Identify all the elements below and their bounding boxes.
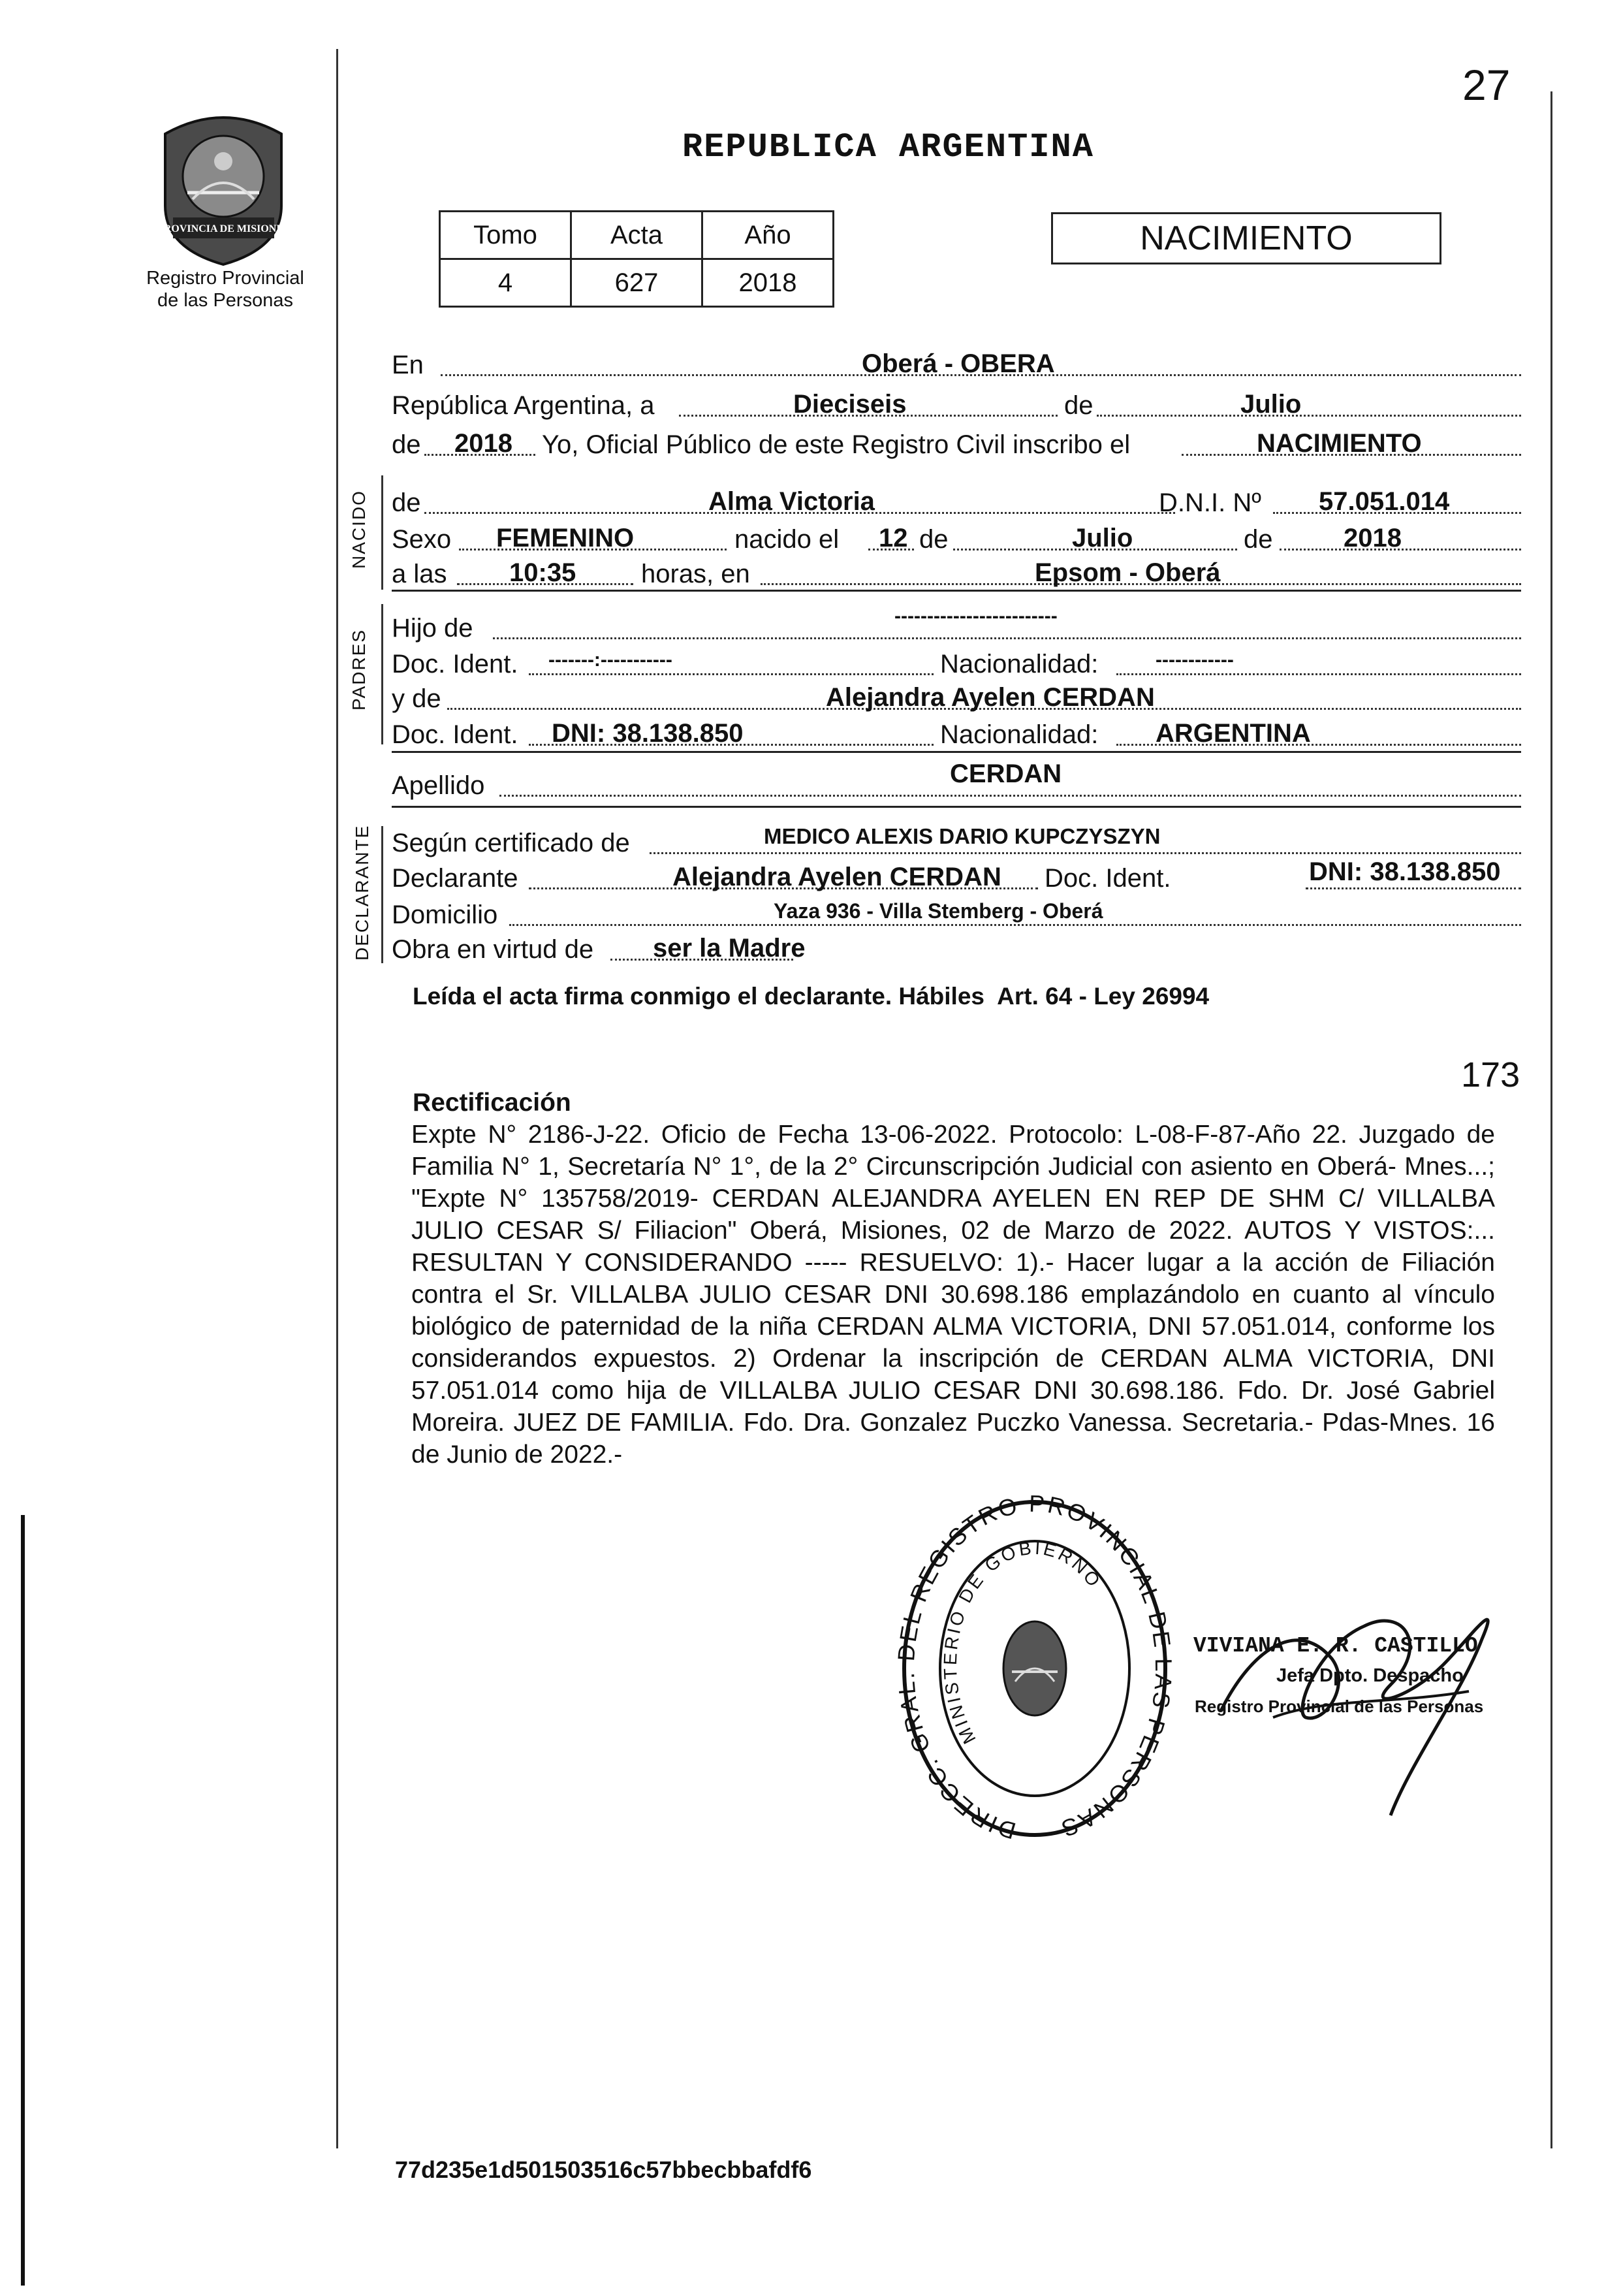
label-de: de [392, 430, 421, 459]
label-doc-ident: Doc. Ident. [392, 720, 518, 749]
signer-name: VIVIANA E. R. CASTILLO [1193, 1634, 1478, 1658]
value-madre-nacionalidad: ARGENTINA [1156, 719, 1311, 748]
value-apellido: CERDAN [950, 759, 1062, 788]
label-dni: D.N.I. Nº [1159, 488, 1261, 517]
table-header-anio: Año [702, 212, 834, 259]
section-divider [392, 751, 1521, 753]
dots [493, 637, 1521, 639]
label-republica: República Argentina, a [392, 391, 655, 420]
label-nacido-el: nacido el [734, 525, 840, 554]
row-padre-doc [392, 646, 1521, 680]
label-declarante: Declarante [392, 864, 518, 893]
value-madre-doc: DNI: 38.138.850 [552, 719, 744, 748]
label-doc-ident: Doc. Ident. [392, 650, 518, 678]
value-dia: Dieciseis [793, 390, 907, 419]
row-hijo-de [392, 605, 1521, 645]
row-hora [392, 556, 1521, 590]
rectificacion-title: Rectificación [413, 1089, 571, 1117]
logo-text: PROVINCIA DE MISIONES [157, 223, 289, 234]
label-de: de [1064, 391, 1094, 420]
row-nombre [392, 485, 1521, 519]
registry-name-line1: Registro Provincial [146, 268, 304, 289]
label-a-las: a las [392, 560, 447, 588]
row-declarante [392, 857, 1521, 895]
row-obra [392, 932, 1521, 966]
official-seal [894, 1495, 1175, 1848]
dots [509, 924, 1521, 926]
table-value-anio: 2018 [702, 259, 834, 307]
value-padre-doc: -------:----------- [548, 649, 672, 671]
row-madre [392, 681, 1521, 715]
value-domicilio: Yaza 936 - Villa Stemberg - Oberá [774, 899, 1103, 923]
dots [1116, 673, 1521, 675]
section-label-declarante: DECLARANTE [352, 824, 372, 961]
label-y-de: y de [392, 684, 441, 713]
row-apellido [392, 759, 1521, 802]
label-horas-en: horas, en [641, 560, 750, 588]
section-bar-nacido [381, 475, 383, 590]
dots [499, 795, 1521, 797]
signer-org: Registro Provincial de las Personas [1195, 1697, 1484, 1716]
label-domicilio: Domicilio [392, 901, 498, 929]
label-nacionalidad: Nacionalidad: [940, 720, 1099, 749]
rectificacion-text: Expte N° 2186-J-22. Oficio de Fecha 13-06-2022. Protocolo: L-08-F-87-Año 22. Juzgado de Familia N° 1, Secretaría N° 1°, de la 2° Circunscripción Judicial con asiento en Oberá- Mnes...; "Expte N° 135758/2019- CERDAN ALEJANDRA AYELEN EN REP DE SHM C/ VILLALBA JULIO CESAR S/ Filiacion" Oberá, Misiones, 02 de Marzo de 2022. AUTOS Y VISTOS:... RESULTAN Y CONSIDERANDO ----- RESUELVO: 1).- Hacer lugar a la acción de Filiación contra el Sr. VILLALBA JULIO CESAR DNI 30.698.186 emplazándolo en cuanto al vínculo biológico de paternidad de la niña CERDAN ALMA VICTORIA, DNI 57.051.014, conforme los considerandos expuestos. 2) Ordenar la inscripción de CERDAN ALMA VICTORIA, DNI 57.051.014 como hija de VILLALBA JULIO CESAR DNI 30.698.186. Fdo. Dr. José Gabriel Moreira. JUEZ DE FAMILIA. Fdo. Dra. Gonzalez Puczko Vanessa. Secretaria.- Pdas-Mnes. 16 de Junio de 2022.- [411, 1121, 1495, 1469]
section-bar-declarante [381, 826, 383, 963]
value-nombre: Alma Victoria [708, 487, 875, 516]
value-mes: Julio [1240, 390, 1302, 419]
label-de: de [919, 525, 949, 554]
value-madre: Alejandra Ayelen CERDAN [826, 683, 1155, 712]
closing-text: Leída el acta firma conmigo el declarante. Hábiles Art. 64 - Ley 26994 [413, 983, 1210, 1010]
table-header-acta: Acta [571, 212, 702, 259]
label-en: En [392, 351, 424, 379]
value-declarante-doc: DNI: 38.138.850 [1309, 857, 1501, 886]
value-inscribo: NACIMIENTO [1257, 429, 1422, 458]
row-certificado [392, 825, 1521, 859]
value-declarante: Alejandra Ayelen CERDAN [672, 863, 1001, 891]
value-sexo: FEMENINO [496, 524, 635, 552]
page-number: 27 [1462, 61, 1511, 109]
dots [1097, 415, 1521, 417]
row-en [392, 347, 1521, 381]
value-dni: 57.051.014 [1319, 487, 1450, 516]
acta-type-box: NACIMIENTO [1051, 212, 1441, 264]
section-label-nacido: NACIDO [349, 490, 369, 569]
left-margin-line [336, 49, 338, 2148]
row-madre-doc [392, 717, 1521, 751]
registry-name-line2: de las Personas [157, 290, 293, 311]
seal-inner-text: MINISTERIO DE GOBIERNO [939, 1537, 1106, 1747]
label-sexo: Sexo [392, 525, 452, 554]
label-oficial: Yo, Oficial Público de este Registro Civil inscribo el [542, 430, 1131, 459]
label-nacionalidad: Nacionalidad: [940, 650, 1099, 678]
signer-role: Jefa Dpto. Despacho [1276, 1665, 1464, 1686]
row-sexo [392, 522, 1521, 556]
right-margin-line [1550, 91, 1552, 2148]
value-padre-nacionalidad: ------------ [1156, 649, 1234, 671]
label-certificado: Según certificado de [392, 829, 630, 857]
section-label-padres: PADRES [349, 628, 369, 710]
section-bar-padres [381, 604, 383, 744]
row-anio [392, 427, 1521, 461]
section-divider [392, 806, 1521, 808]
dots [529, 673, 934, 675]
label-apellido: Apellido [392, 771, 485, 800]
table-value-acta: 627 [571, 259, 702, 307]
value-obra: ser la Madre [653, 934, 806, 963]
label-doc-ident: Doc. Ident. [1045, 864, 1171, 893]
dots [650, 852, 1521, 854]
left-edge-mark [21, 1515, 25, 2286]
label-hijo-de: Hijo de [392, 614, 473, 643]
province-logo [147, 108, 300, 268]
table-header-tomo: Tomo [440, 212, 571, 259]
seal-outer-text: DIRECC. GRAL. DEL REGISTRO PROVINCIAL DE LAS PERSONAS [894, 1495, 1175, 1845]
value-anio: 2018 [454, 429, 512, 458]
label-obra: Obra en virtud de [392, 935, 594, 964]
value-mes-nacimiento: Julio [1072, 524, 1133, 552]
country-title: REPUBLICA ARGENTINA [682, 128, 1094, 167]
row-domicilio [392, 897, 1521, 931]
row-republica [392, 388, 1521, 422]
value-dia-nacimiento: 12 [879, 524, 908, 552]
acta-table [439, 210, 834, 308]
value-lugar-nacimiento: Epsom - Oberá [1035, 558, 1221, 587]
rectificacion-number: 173 [1461, 1055, 1520, 1094]
value-certificado: MEDICO ALEXIS DARIO KUPCZYSZYN [764, 824, 1161, 848]
section-divider [392, 590, 1521, 592]
table-value-tomo: 4 [440, 259, 571, 307]
value-anio-nacimiento: 2018 [1344, 524, 1402, 552]
document-hash: 77d235e1d501503516c57bbecbbafdf6 [395, 2156, 812, 2183]
label-de: de [392, 488, 421, 517]
value-hora: 10:35 [509, 558, 576, 587]
value-padre: ------------------------- [894, 605, 1058, 627]
label-de: de [1244, 525, 1273, 554]
dots [1306, 887, 1521, 889]
value-lugar-inscripcion: Oberá - OBERA [862, 349, 1055, 378]
